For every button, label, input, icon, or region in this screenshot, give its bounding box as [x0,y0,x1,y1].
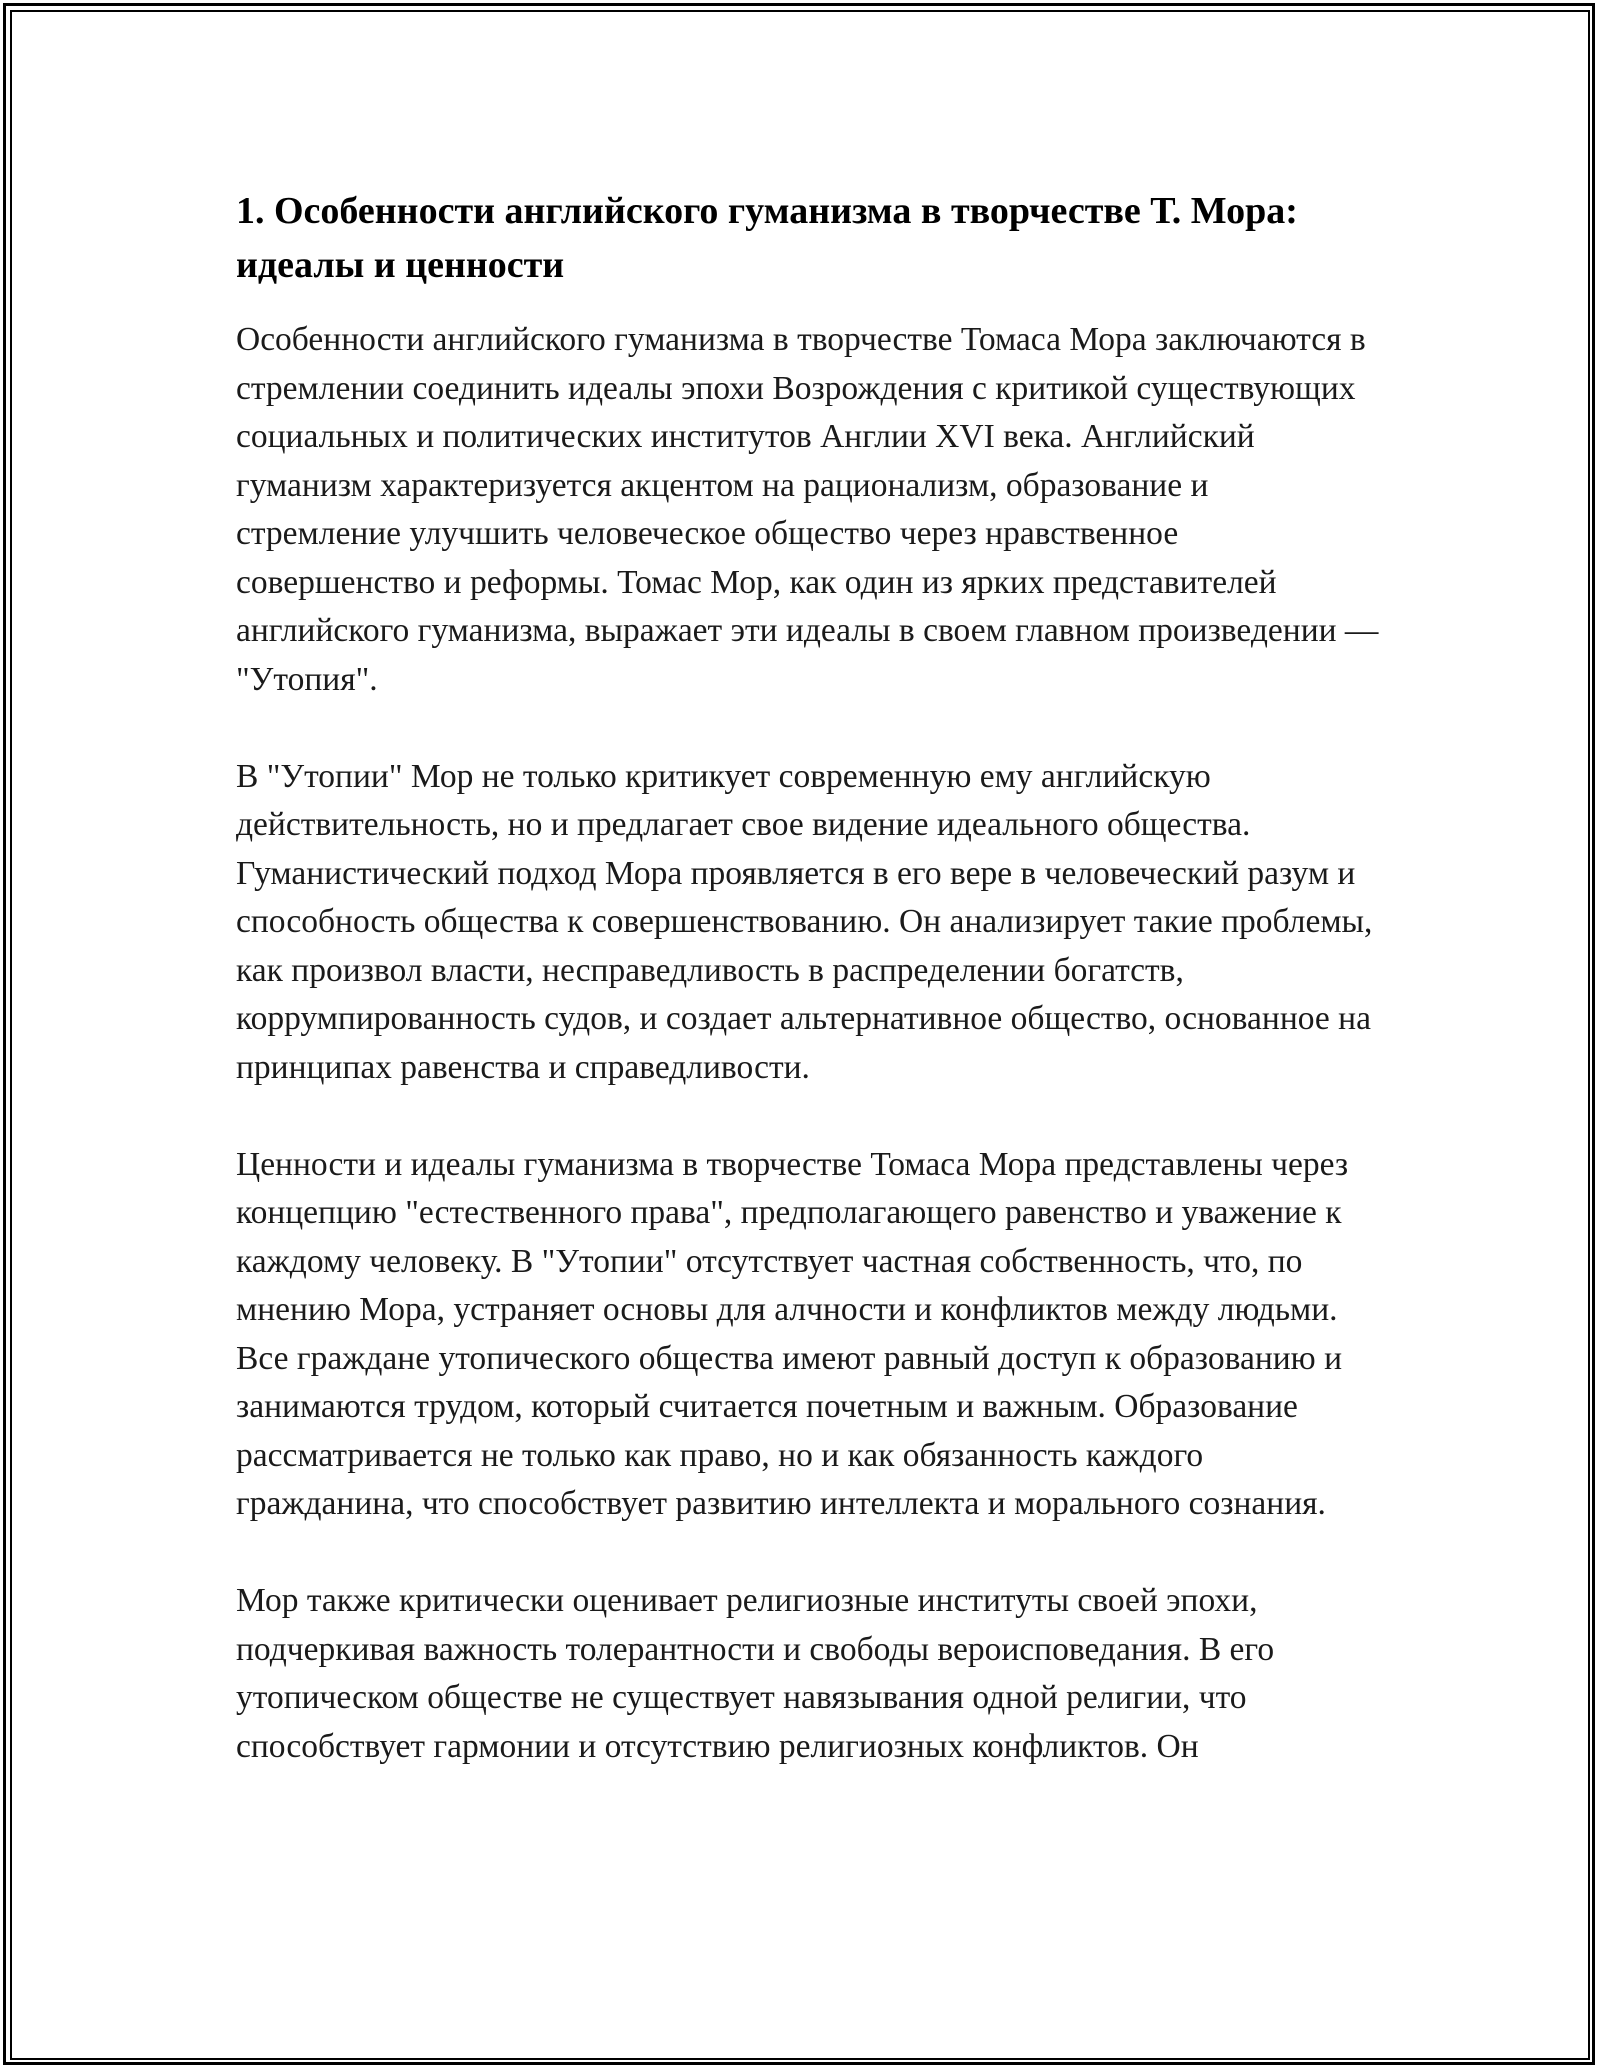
document-page [236,184,1381,1820]
paragraph-3: Ценности и идеалы гуманизма в творчестве Томаса Мора представлены через концепцию "естественного права", предполагающего равенство и уважение к каждому человеку. В "Утопии" отсутствует частная собственность, что, по мнению Мора, устраняет основы для алчности и конфликтов между людьми. Все граждане утопического общества имеют равный доступ к образованию и занимаются трудом, который считается почетным и важным. Образование рассматривается не только как право, но и как обязанность каждого гражданина, что способствует развитию интеллекта и морального сознания. [236,1145,1349,1522]
paragraph-4: Мор также критически оценивает религиозные институты своей эпохи, подчеркивая важность толерантности и свободы вероисповедания. В его утопическом обществе не существует навязывания одной религии, что способствует гармонии и отсутствию религиозных конфликтов. Он [236,1582,1275,1765]
paragraph-1: Особенности английского гуманизма в творчестве Томаса Мора заключаются в стремлении соединить идеалы эпохи Возрождения с критикой существующих социальных и политических институтов Англии XVI века. Английский гуманизм характеризуется акцентом на рационализм, образование и стремление улучшить человеческое общество через нравственное совершенство и реформы. Томас Мор, как один из ярких представителей английского гуманизма, выражает эти идеалы в своем главном произведении — "Утопия". [236,321,1379,698]
paragraph-2: В "Утопии" Мор не только критикует современную ему английскую действительность, но и предлагает свое видение идеального общества. Гуманистический подход Мора проявляется в его вере в человеческий разум и способность общества к совершенствованию. Он анализирует такие проблемы, как произвол власти, несправедливость в распределении богатств, коррумпированность судов, и создает альтернативное общество, основанное на принципах равенства и справедливости. [236,757,1373,1086]
section-heading: 1. Особенности английского гуманизма в творчестве Т. Мора: идеалы и ценности [236,190,1298,286]
